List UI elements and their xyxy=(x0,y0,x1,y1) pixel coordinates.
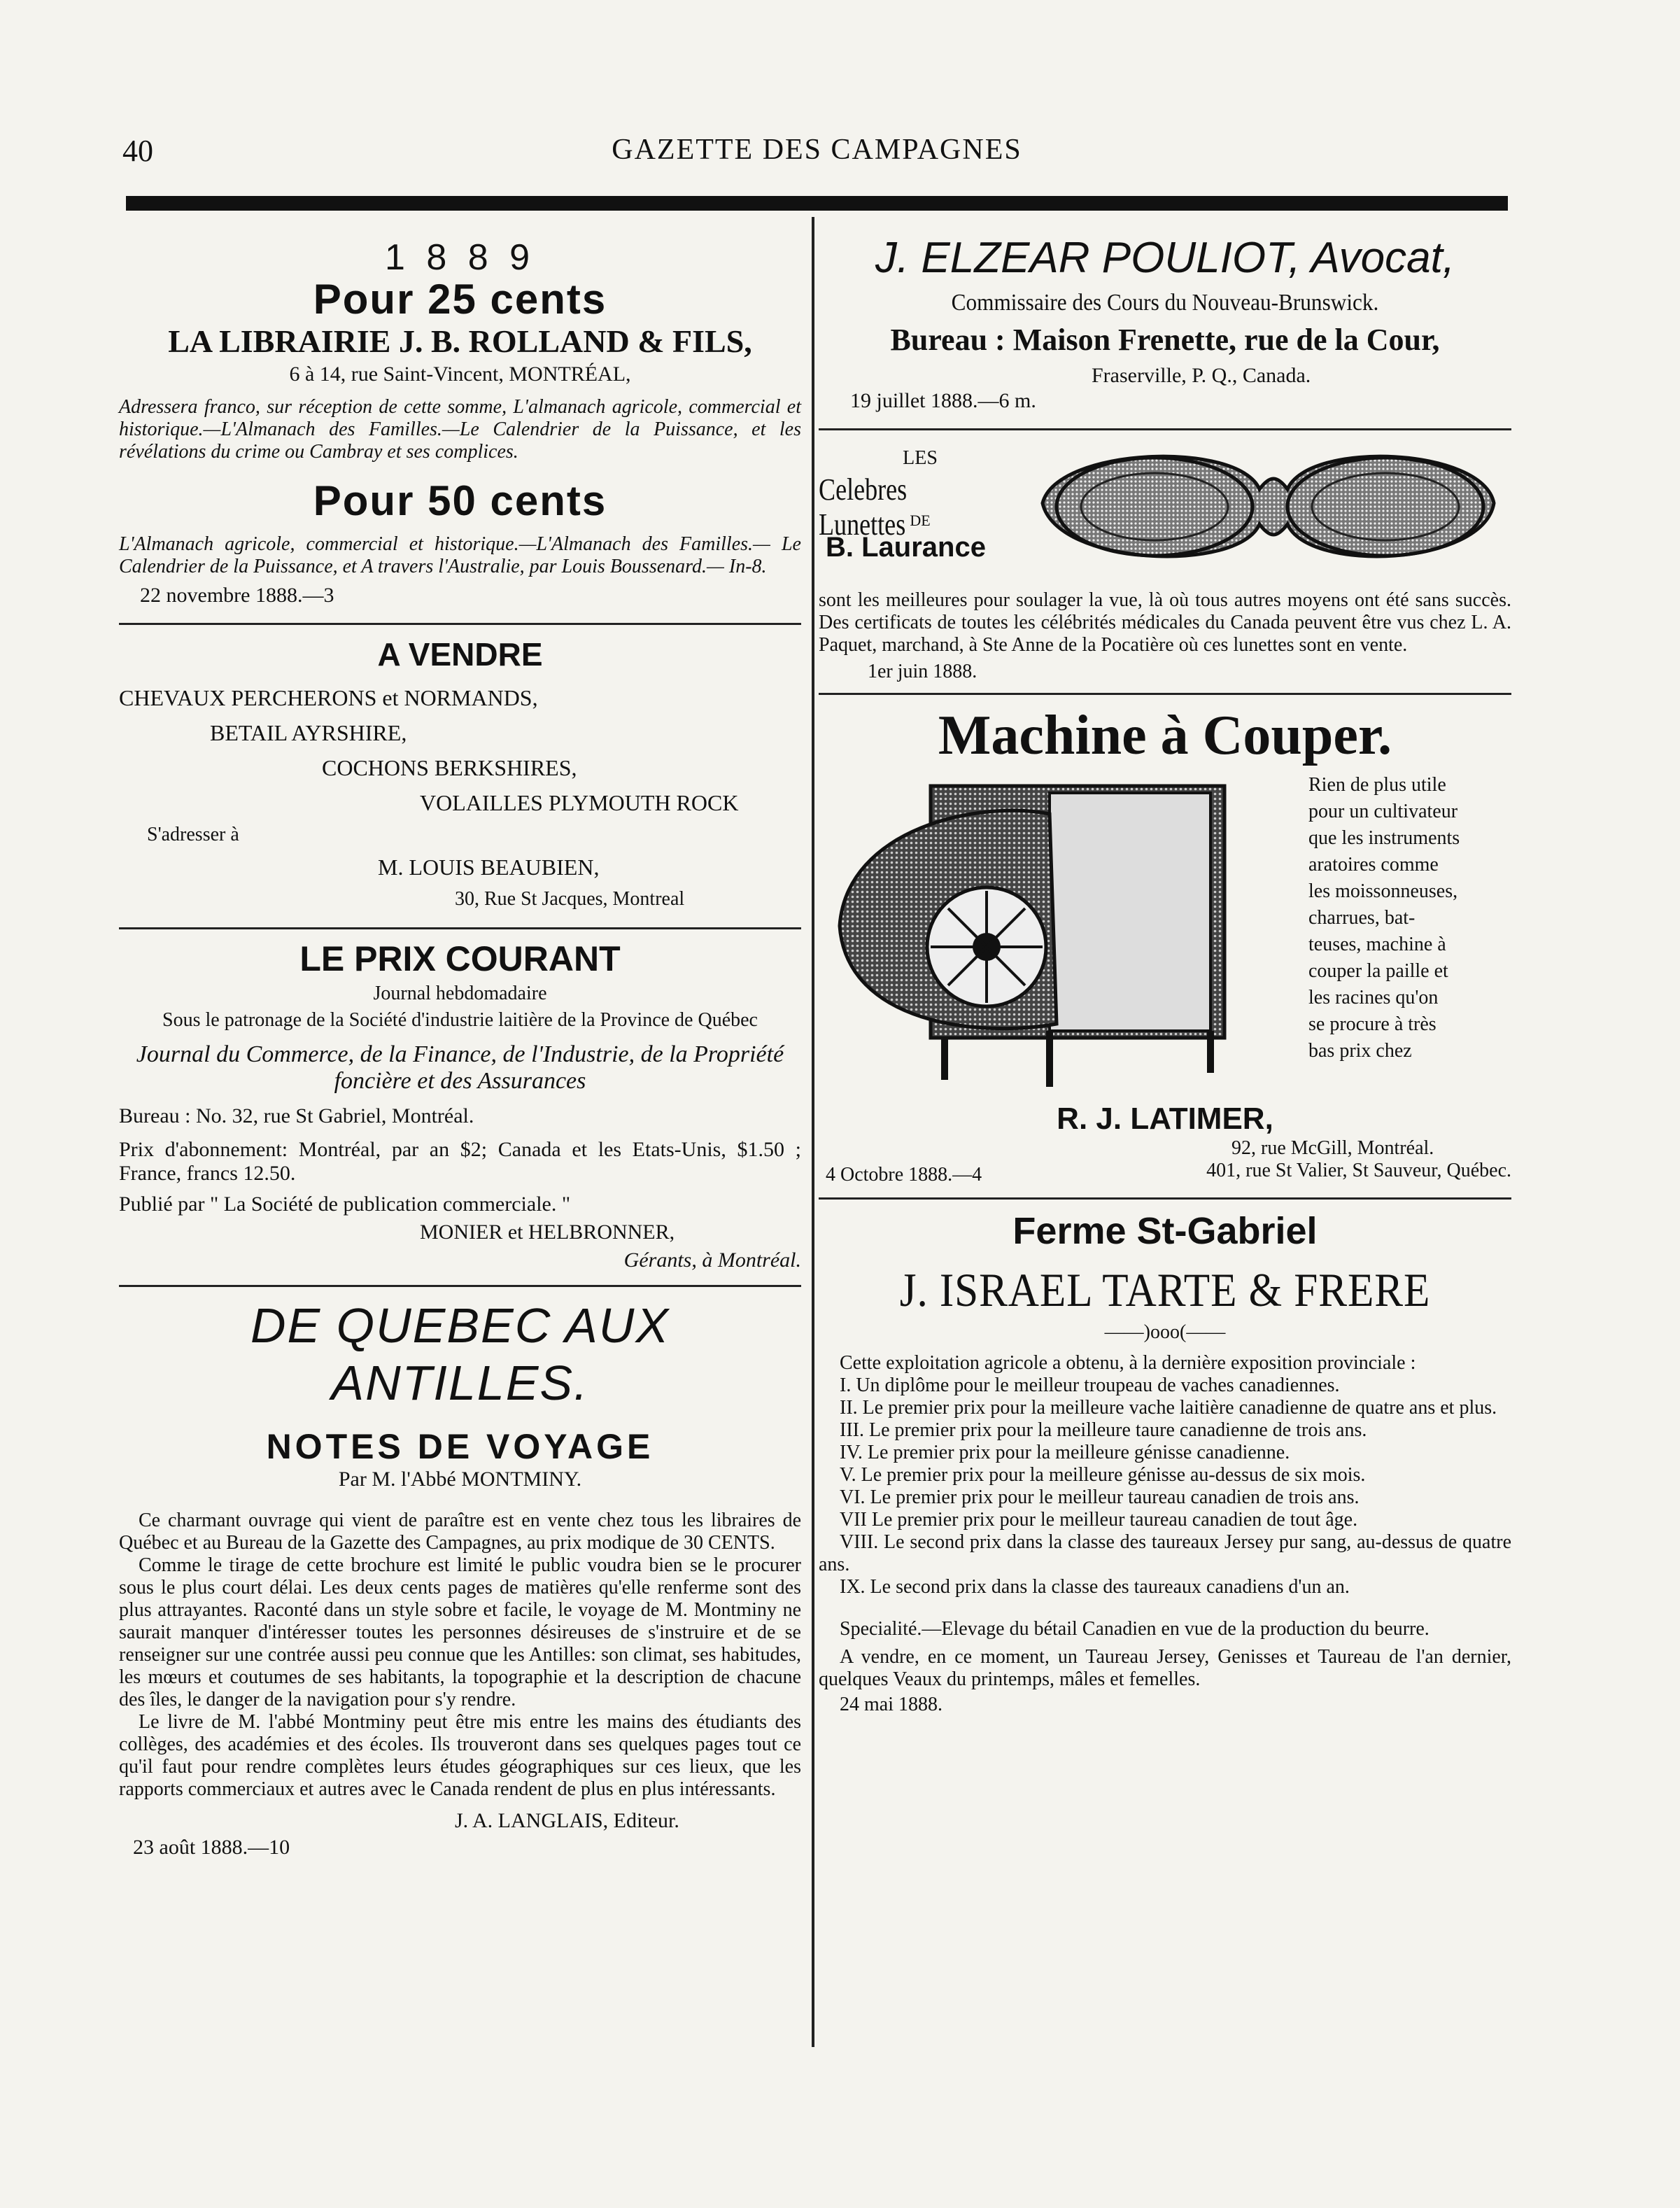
ferme-item: IX. Le second prix dans la classe des taureaux canadiens d'un an. xyxy=(840,1576,1350,1598)
divider xyxy=(819,1197,1511,1200)
almanach-year: 1 8 8 9 xyxy=(384,237,536,278)
machine-address-2: 401, rue St Valier, St Sauveur, Québec. xyxy=(1206,1160,1511,1181)
machine-line: les racines qu'on xyxy=(1308,987,1439,1008)
vendre-line-3: COCHONS BERKSHIRES, xyxy=(322,755,577,780)
divider xyxy=(119,927,801,929)
machine-text xyxy=(1308,772,1511,1064)
almanach-body-2: L'Almanach agricole, commercial et historique.—L'Almanach des Familles.— Le Calendrier de la Puissance, et A travers l'Australie, par Louis Boussenard.— In-8. xyxy=(119,533,801,577)
prix-gerants: Gérants, à Montréal. xyxy=(623,1249,801,1272)
almanach-address: 6 à 14, rue Saint-Vincent, MONTRÉAL, xyxy=(289,363,631,386)
running-title: GAZETTE DES CAMPAGNES xyxy=(612,134,1022,166)
vendre-street: 30, Rue St Jacques, Montreal xyxy=(455,888,685,910)
almanach-advert xyxy=(119,238,801,607)
pouliot-bureau: Bureau : Maison Frenette, rue de la Cour, xyxy=(890,323,1440,357)
machine-line: pour un cultivateur xyxy=(1308,801,1458,822)
ferme-title: Ferme St-Gabriel xyxy=(1012,1210,1318,1252)
lunettes-de: DE xyxy=(910,512,931,529)
quebec-editor: J. A. LANGLAIS, Editeur. xyxy=(455,1809,679,1832)
machine-advert xyxy=(819,705,1511,1185)
ferme-item: V. Le premier prix pour la meilleure génisse au-dessus de six mois. xyxy=(840,1464,1366,1486)
divider xyxy=(119,1285,801,1287)
ferme-item: III. Le premier prix pour la meilleure taure canadienne de trois ans. xyxy=(840,1419,1367,1441)
prix-publie: Publié par " La Société de publication commerciale. " xyxy=(119,1193,571,1216)
machine-line: bas prix chez xyxy=(1308,1040,1412,1062)
machine-line: que les instruments xyxy=(1308,827,1460,849)
machine-date: 4 Octobre 1888.—4 xyxy=(826,1164,982,1186)
ferme-specialite: Specialité.—Elevage du bétail Canadien en vue de la production du beurre. xyxy=(840,1618,1430,1640)
pouliot-title: Commissaire des Cours du Nouveau-Brunswick. xyxy=(951,290,1379,316)
divider xyxy=(819,693,1511,695)
quebec-title: DE QUEBEC AUX ANTILLES. xyxy=(250,1298,670,1410)
scan-edge xyxy=(1627,0,1680,2208)
pouliot-name: J. ELZEAR POULIOT, Avocat, xyxy=(875,234,1455,282)
prix-monier: MONIER et HELBRONNER, xyxy=(420,1221,675,1244)
ferme-advert xyxy=(819,1209,1511,1716)
ferme-item: VIII. Le second prix dans la classe des taureaux Jersey pur sang, au-dessus de quatre ans. xyxy=(819,1531,1511,1575)
page-header xyxy=(122,133,1511,175)
ferme-ornament: ——)ooo(—— xyxy=(1104,1321,1226,1343)
ferme-name: J. ISRAEL TARTE & FRERE xyxy=(899,1263,1431,1316)
almanach-price-2: Pour 50 cents xyxy=(313,477,607,524)
lunettes-les: LES xyxy=(903,447,938,469)
prix-subtitle: Journal hebdomadaire xyxy=(373,983,547,1004)
ferme-avendre: A vendre, en ce moment, un Taureau Jersey, Genisses et Taureau de l'an dernier, quelques Veaux du printemps, mâles et femelles. xyxy=(819,1646,1511,1690)
column-divider xyxy=(812,217,814,2047)
machine-address-1: 92, rue McGill, Montréal. xyxy=(1231,1137,1434,1159)
quebec-para-3: Le livre de M. l'abbé Montminy peut être mis entre les mains des étudiants des collèges, des académies et des écoles. Ils trouveront dans ses quelques pages tout ce qu'il faut pour rendre complètes leurs études géographiques sur ces lieux, que les rapports commerciaux et autres avec le Canada rendent de plus en plus intéressants. xyxy=(119,1711,801,1800)
vendre-line-2: BETAIL AYRSHIRE, xyxy=(210,720,407,745)
machine-line: couper la paille et xyxy=(1308,960,1448,982)
almanach-publisher: LA LIBRAIRIE J. B. ROLLAND & FILS, xyxy=(168,323,752,359)
vendre-advert xyxy=(119,635,801,910)
ferme-item: IV. Le premier prix pour la meilleure génisse canadienne. xyxy=(840,1442,1290,1463)
lunettes-date: 1er juin 1888. xyxy=(868,661,977,682)
quebec-para-2: Comme le tirage de cette brochure est limité le public voudra bien se le procurer sous le plus court délai. Les deux cents pages de matières qu'elle renferme sont des plus attrayantes. Raconté dans un style sobre et facile, le voyage de M. Montminy ne saurait manquer d'intéresser toutes les personnes désireuses de s'instruire et de se renseigner sur une contrée aussi peu connue que les Antilles: son climat, ses habitudes, les mœurs et coutumes de ses habitants, la topographie et la description de chacune des îles, le danger de la navigation pour s'y rendre. xyxy=(119,1554,801,1710)
quebec-date: 23 août 1888.—10 xyxy=(133,1836,290,1859)
lunettes-laurance: B. Laurance xyxy=(826,532,986,563)
quebec-para-1: Ce charmant ouvrage qui vient de paraître est en vente chez tous les libraires de Québec et au Bureau de la Gazette des Campagnes, au prix modique de 30 CENTS. xyxy=(119,1510,801,1554)
lunettes-body: sont les meilleures pour soulager la vue, là où tous autres moyens ont été sans succès. Des certificats de toutes les célébrités médicales du Canada peuvent être vus chez L. A. Paquet, marchand, à Ste Anne de la Pocatière où ces lunettes sont en vente. xyxy=(819,589,1511,656)
divider xyxy=(819,428,1511,430)
ferme-item: VII Le premier prix pour le meilleur taureau canadien de tout âge. xyxy=(840,1509,1358,1531)
prix-title: LE PRIX COURANT xyxy=(299,939,621,978)
cutting-machine-illustration xyxy=(826,772,1273,1094)
machine-line: les moissonneuses, xyxy=(1308,880,1458,902)
machine-title: Machine à Couper. xyxy=(938,705,1392,766)
ferme-date: 24 mai 1888. xyxy=(840,1694,943,1715)
right-column xyxy=(819,224,1511,1716)
vendre-title: A VENDRE xyxy=(377,636,543,673)
vendre-line-1: CHEVAUX PERCHERONS et NORMANDS, xyxy=(119,685,538,710)
pouliot-place: Fraserville, P. Q., Canada. xyxy=(1092,364,1311,387)
ferme-intro: Cette exploitation agricole a obtenu, à la dernière exposition provinciale : xyxy=(840,1352,1416,1374)
lunettes-advert xyxy=(819,440,1511,577)
vendre-name: M. LOUIS BEAUBIEN, xyxy=(378,855,600,880)
machine-latimer: R. J. LATIMER, xyxy=(1057,1102,1273,1136)
quebec-subtitle: NOTES DE VOYAGE xyxy=(266,1427,654,1466)
machine-line: charrues, bat- xyxy=(1308,907,1416,929)
machine-line: Rien de plus utile xyxy=(1308,774,1446,796)
machine-line: teuses, machine à xyxy=(1308,934,1446,955)
divider xyxy=(119,623,801,625)
almanach-date: 22 novembre 1888.—3 xyxy=(140,584,334,607)
ferme-item: VI. Le premier prix pour le meilleur taureau canadien de trois ans. xyxy=(840,1486,1360,1508)
left-column xyxy=(119,224,801,1859)
lunettes-celebres: Celebres Lunettes xyxy=(819,472,908,542)
quebec-antilles-advert xyxy=(119,1297,801,1859)
prix-bureau: Bureau : No. 32, rue St Gabriel, Montréal. xyxy=(119,1104,474,1127)
spectacles-illustration xyxy=(1029,433,1504,580)
almanach-body-1: Adressera franco, sur réception de cette somme, L'almanach agricole, commercial et historique.—L'Almanach des Familles.—Le Calendrier de la Puissance, et les révélations du crime ou Cambray et ses complices. xyxy=(119,396,801,463)
vendre-line-4: VOLAILLES PLYMOUTH ROCK xyxy=(420,790,739,815)
pouliot-advert xyxy=(819,234,1511,413)
machine-line: se procure à très xyxy=(1308,1013,1437,1035)
machine-line: aratoires comme xyxy=(1308,854,1439,876)
quebec-author: Par M. l'Abbé MONTMINY. xyxy=(338,1468,582,1491)
prix-abonnement: Prix d'abonnement: Montréal, par an $2; Canada et les Etats-Unis, $1.50 ; France, francs 12.50. xyxy=(119,1138,801,1185)
prix-courant-advert xyxy=(119,939,801,1272)
prix-patron: Sous le patronage de la Société d'industrie laitière de la Province de Québec xyxy=(162,1009,758,1031)
ferme-item: I. Un diplôme pour le meilleur troupeau de vaches canadiennes. xyxy=(840,1374,1340,1396)
almanach-price-1: Pour 25 cents xyxy=(313,276,607,323)
page-number: 40 xyxy=(122,134,153,168)
ferme-item: II. Le premier prix pour la meilleure vache laitière canadienne de quatre ans et plus. xyxy=(840,1397,1497,1419)
prix-journal: Journal du Commerce, de la Finance, de l'Industrie, de la Propriété foncière et des Assurances xyxy=(136,1041,784,1094)
header-rule xyxy=(126,196,1508,209)
vendre-address-label: S'adresser à xyxy=(147,824,239,845)
pouliot-date: 19 juillet 1888.—6 m. xyxy=(850,389,1036,412)
